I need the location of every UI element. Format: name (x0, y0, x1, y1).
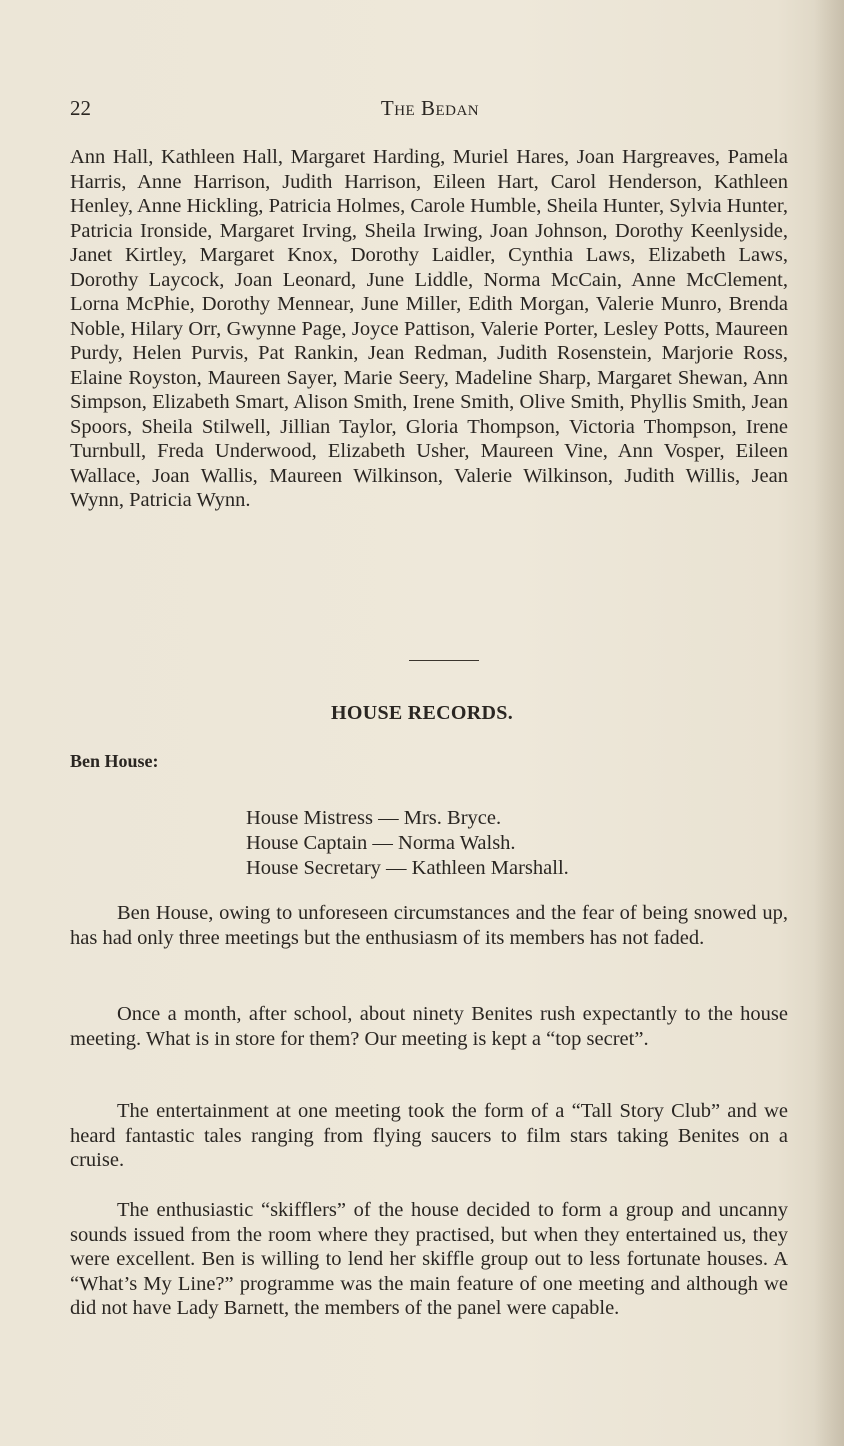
officer-house-captain: House Captain — Norma Walsh. (246, 832, 516, 854)
paragraph-meetings: Ben House, owing to unforeseen circumstances and the fear of being snowed up, has had only three meetings but the enthusiasm of its members has not faded. (70, 902, 788, 949)
section-heading: HOUSE RECORDS. (330, 702, 513, 724)
house-officers (246, 806, 569, 881)
house-name: Ben House: (70, 751, 159, 771)
paragraph-tall-story-club: The entertainment at one meeting took the form of a “Tall Story Club” and we heard fantastic tales ranging from flying saucers to film stars taking Benites on a cruise. (70, 1100, 788, 1171)
paragraph-monthly-meeting: Once a month, after school, about ninety Benites rush expectantly to the house meeting. What is in store for them? Our meeting is kept a “top secret”. (70, 1003, 788, 1050)
officer-house-secretary: House Secretary — Kathleen Marshall. (246, 857, 569, 879)
paragraph-skifflers: The enthusiastic “skifflers” of the house decided to form a group and uncanny sounds issued from the room where they practised, but when they entertained us, they were excellent. Ben is willing to lend her skiffle group out to less fortunate houses. A “What’s My Line?” programme was the main feature of one meeting and although we did not have Lady Barnett, the members of the panel were capable. (70, 1199, 788, 1319)
officer-house-mistress: House Mistress — Mrs. Bryce. (246, 807, 502, 829)
section-divider (409, 660, 479, 661)
page-number: 22 (70, 96, 91, 120)
names-paragraph: Ann Hall, Kathleen Hall, Margaret Harding, Muriel Hares, Joan Hargreaves, Pamela Harris, Anne Harrison, Judith Harrison, Eileen Hart, Carol Henderson, Kathleen Henley, Anne Hickling, Patricia Holmes, Carole Humble, Sheila Hunter, Sylvia Hunter, Patricia Ironside, Margaret Irving, Sheila Irwing, Joan Johnson, Dorothy Keenlyside, Janet Kirtley, Margaret Knox, Dorothy Laidler, Cynthia Laws, Elizabeth Laws, Dorothy Laycock, Joan Leonard, June Liddle, Norma McCain, Anne McClement, Lorna McPhie, Dorothy Mennear, June Miller, Edith Morgan, Valerie Munro, Brenda Noble, Hilary Orr, Gwynne Page, Joyce Pattison, Valerie Porter, Lesley Potts, Maureen Purdy, Helen Purvis, Pat Rankin, Jean Redman, Judith Rosenstein, Marjorie Ross, Elaine Royston, Maureen Sayer, Marie Seery, Madeline Sharp, Margaret Shewan, Ann Simpson, Elizabeth Smart, Alison Smith, Irene Smith, Olive Smith, Phyllis Smith, Jean Spoors, Sheila Stilwell, Jillian Taylor, Gloria Thompson, Victoria Thompson, Irene Turnbull, Freda Underwood, Elizabeth Usher, Maureen Vine, Ann Vosper, Eileen Wallace, Joan Wallis, Maureen Wilkinson, Valerie Wilkinson, Judith Willis, Jean Wynn, Patricia Wynn. (70, 146, 788, 511)
running-title: The Bedan (380, 96, 480, 120)
running-head (70, 96, 790, 124)
